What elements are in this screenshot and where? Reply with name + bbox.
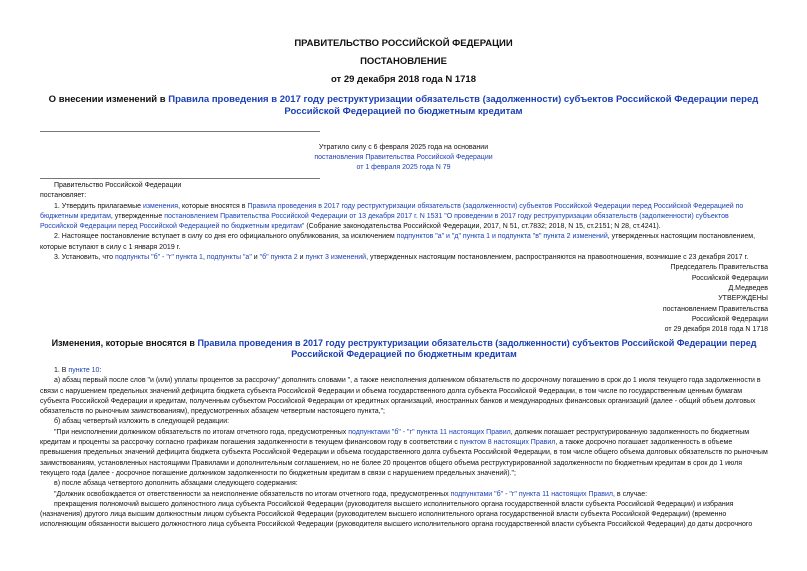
repeal-note <box>0 143 807 173</box>
quote1-text-e: , а также досрочно погашает задолженность в объеме превышения предельных значений дефицита бюджета субъекта Российской Федерации и объема государственного долга субъекта Российской Федерации, в том числе общего объема долговых обязательств по рыночным заимствованиям, установленных настоящими Правилами и дополнительным соглашением, но не более 20 процентов общего объема реструктурированной задолженности по бюджетным кредитам в срок до 1 июля текущего года (далее - досрочное погашение должником задолженности по бюджетным кредитам в связи с нарушением предельных значений)."; <box>40 439 768 477</box>
approved-line-4: от 29 декабря 2018 года N 1718 <box>664 326 768 334</box>
change-subitem-c: в) после абзаца четвертого дополнить абзацами следующего содержания: <box>54 480 298 488</box>
title-rules-link[interactable]: Правила проведения в 2017 году реструктуризации обязательств (задолженности) субъектов Российской Федерации перед Российской Федерацией по бюджетным кредитам <box>168 94 759 117</box>
repeal-note-link-1[interactable]: постановления Правительства Российской Федерации <box>314 154 493 161</box>
p3-link-b[interactable]: подпункты "б" - "г" пункта 1 <box>115 254 203 262</box>
p1-text-c: , которые вносятся в <box>178 202 248 210</box>
approved-line-2: постановлением Правительства <box>662 305 768 313</box>
p1-changes-link[interactable]: изменения <box>142 202 179 210</box>
repeal-note-text: Утратило силу с 6 февраля 2025 года на основании <box>318 144 489 151</box>
document-type: ПОСТАНОВЛЕНИЕ <box>360 56 447 67</box>
change-subitem-a: а) абзац первый после слов "и (или) уплаты процентов за рассрочку" дополнить словами ", а также неисполнения должником обязательств по досрочному погашению в срок до 1 июля текущего года задолженности в связи с нарушением предельных значений дефицита бюджета субъекта Российской Федерации и объема государственного долга субъекта Российской Федерации, в том числе по государственным ценным бумагам субъекта Российской Федерации и кредитам, полученным субъектом Российской Федерации от кредитных организаций, иностранных банков и международных финансовых организаций (далее - общий объем долговых обязательств по рыночным заимствованиям), предусмотренных абзацем четвертым настоящего пункта,"; <box>40 377 761 416</box>
p1-rules-link[interactable]: Правила проведения в 2017 году реструктуризации обязательств (задолженности) субъектов Российской Федерации перед Российской Федерацией по бюджетным кредитам <box>40 202 744 220</box>
changes-title-prefix: Изменения, которые вносятся в <box>51 338 198 348</box>
p3-link-f[interactable]: "б" пункта 2 <box>259 254 298 262</box>
quote2-text-a: "Должник освобождается от ответственности за неисполнение обязательств по итогам отчетного года, предусмотренных <box>54 490 451 498</box>
document-title <box>40 94 767 118</box>
approved-line-3: Российской Федерации <box>691 315 768 323</box>
quote2-subpoints-link[interactable]: подпунктами "б" - "г" пункта 11 настоящих Правил <box>450 490 614 498</box>
quote2-text-c: , в случае: <box>613 490 648 498</box>
item1-point10-link[interactable]: пункте 10 <box>68 367 100 374</box>
p2-text-c: , утвержденных настоящим постановлением, которые вступают в силу с 1 января 2019 г. <box>40 233 756 251</box>
change-quote-2 <box>40 490 768 500</box>
item1-text-a: 1. В <box>54 367 69 374</box>
quote1-text-c: , должник погашает реструктурированную задолженность по бюджетным кредитам и проценты за рассрочку согласно графикам погашения задолженности в текущем финансовом году в соответствии с <box>40 428 750 447</box>
divider-bottom <box>40 178 320 179</box>
change-item-1 <box>40 366 768 376</box>
changes-title-link[interactable]: Правила проведения в 2017 году реструктуризации обязательств (задолженности) субъектов Российской Федерации перед Российской Федерацией по бюджетным кредитам <box>197 338 757 359</box>
changes-title <box>40 338 768 360</box>
paragraph-2 <box>40 232 768 253</box>
signature-line-1: Председатель Правительства <box>670 264 768 272</box>
p3-link-d[interactable]: подпункты "а" <box>206 254 252 262</box>
p3-link-h[interactable]: пункт 3 изменений <box>305 254 367 262</box>
signature-line-2: Российской Федерации <box>691 274 768 282</box>
government-heading: ПРАВИТЕЛЬСТВО РОССИЙСКОЙ ФЕДЕРАЦИИ <box>294 38 513 49</box>
change-last-paragraph: прекращения полномочий высшего должностного лица субъекта Российской Федерации (руководителя высшего исполнительного органа государственной власти субъекта Российской Федерации) и избрания (назначения) другого лица высшим должностным лицом субъекта Российской Федерации (руководителем высшего исполнительного органа государственной власти субъекта Российской Федерации) (временно исполняющим обязанности высшего должностного лица субъекта Российской Федерации (руководителя высшего исполнительного органа государственной власти субъекта Российской Федерации) до даты досрочного <box>40 500 753 529</box>
quote1-text-a: "При неисполнении должником обязательств по итогам отчетного года, предусмотренных <box>54 428 349 436</box>
intro-line-2: постановляет: <box>40 192 87 200</box>
intro-line-1: Правительство Российской Федерации <box>54 182 182 189</box>
changes-body <box>40 366 768 531</box>
p1-text-a: 1. Утвердить прилагаемые <box>54 202 143 210</box>
p3-text-i: , утвержденных настоящим постановлением, распространяются на правоотношения, возникшие с 23 декабря 2017 г. <box>366 254 749 262</box>
title-prefix: О внесении изменений в <box>48 94 169 105</box>
paragraph-3 <box>40 253 768 263</box>
p3-text-a: 3. Установить, что <box>54 254 116 262</box>
quote1-point8-link[interactable]: пунктом 8 настоящих Правил <box>459 439 556 447</box>
repeal-note-link-2[interactable]: от 1 февраля 2025 года N 79 <box>356 164 451 171</box>
p1-text-e: , утвержденные <box>110 212 165 220</box>
quote1-subpoints-link[interactable]: подпунктами "б" - "г" пункта 11 настоящих Правил <box>348 428 511 436</box>
p2-text-a: 2. Настоящее постановление вступает в силу со дня его официального опубликования, за исключением <box>54 233 397 241</box>
document-date-number: от 29 декабря 2018 года N 1718 <box>330 74 476 85</box>
change-subitem-b: б) абзац четвертый изложить в следующей редакции: <box>54 418 230 426</box>
p1-text-g: (Собрание законодательства Российской Федерации, 2017, N 51, ст.7832; 2018, N 15, ст.2151; N 28, ст.4241). <box>304 223 661 231</box>
p3-text-c: , <box>202 254 207 262</box>
item1-text-c: : <box>99 367 102 374</box>
signature-name: Д.Медведев <box>728 284 768 292</box>
p1-resolution-link[interactable]: постановлением Правительства Российской Федерации от 13 декабря 2017 г. N 1531 "О проведении в 2017 году реструктуризации обязательств (задолженности) субъектов Российской Федерации перед Российской Федерацией по бюджетным кредитам" <box>40 212 729 231</box>
p3-text-e: и <box>251 254 260 262</box>
resolution-body <box>40 181 768 335</box>
p2-subpoints-link[interactable]: подпунктов "а" и "д" пункта 1 и подпункта "в" пункта 2 изменений <box>396 233 608 241</box>
p3-text-g: и <box>297 254 306 262</box>
change-quote-1 <box>40 428 768 479</box>
paragraph-1 <box>40 202 768 233</box>
divider-top <box>40 131 320 132</box>
approved-line-1: УТВЕРЖДЕНЫ <box>718 295 768 303</box>
